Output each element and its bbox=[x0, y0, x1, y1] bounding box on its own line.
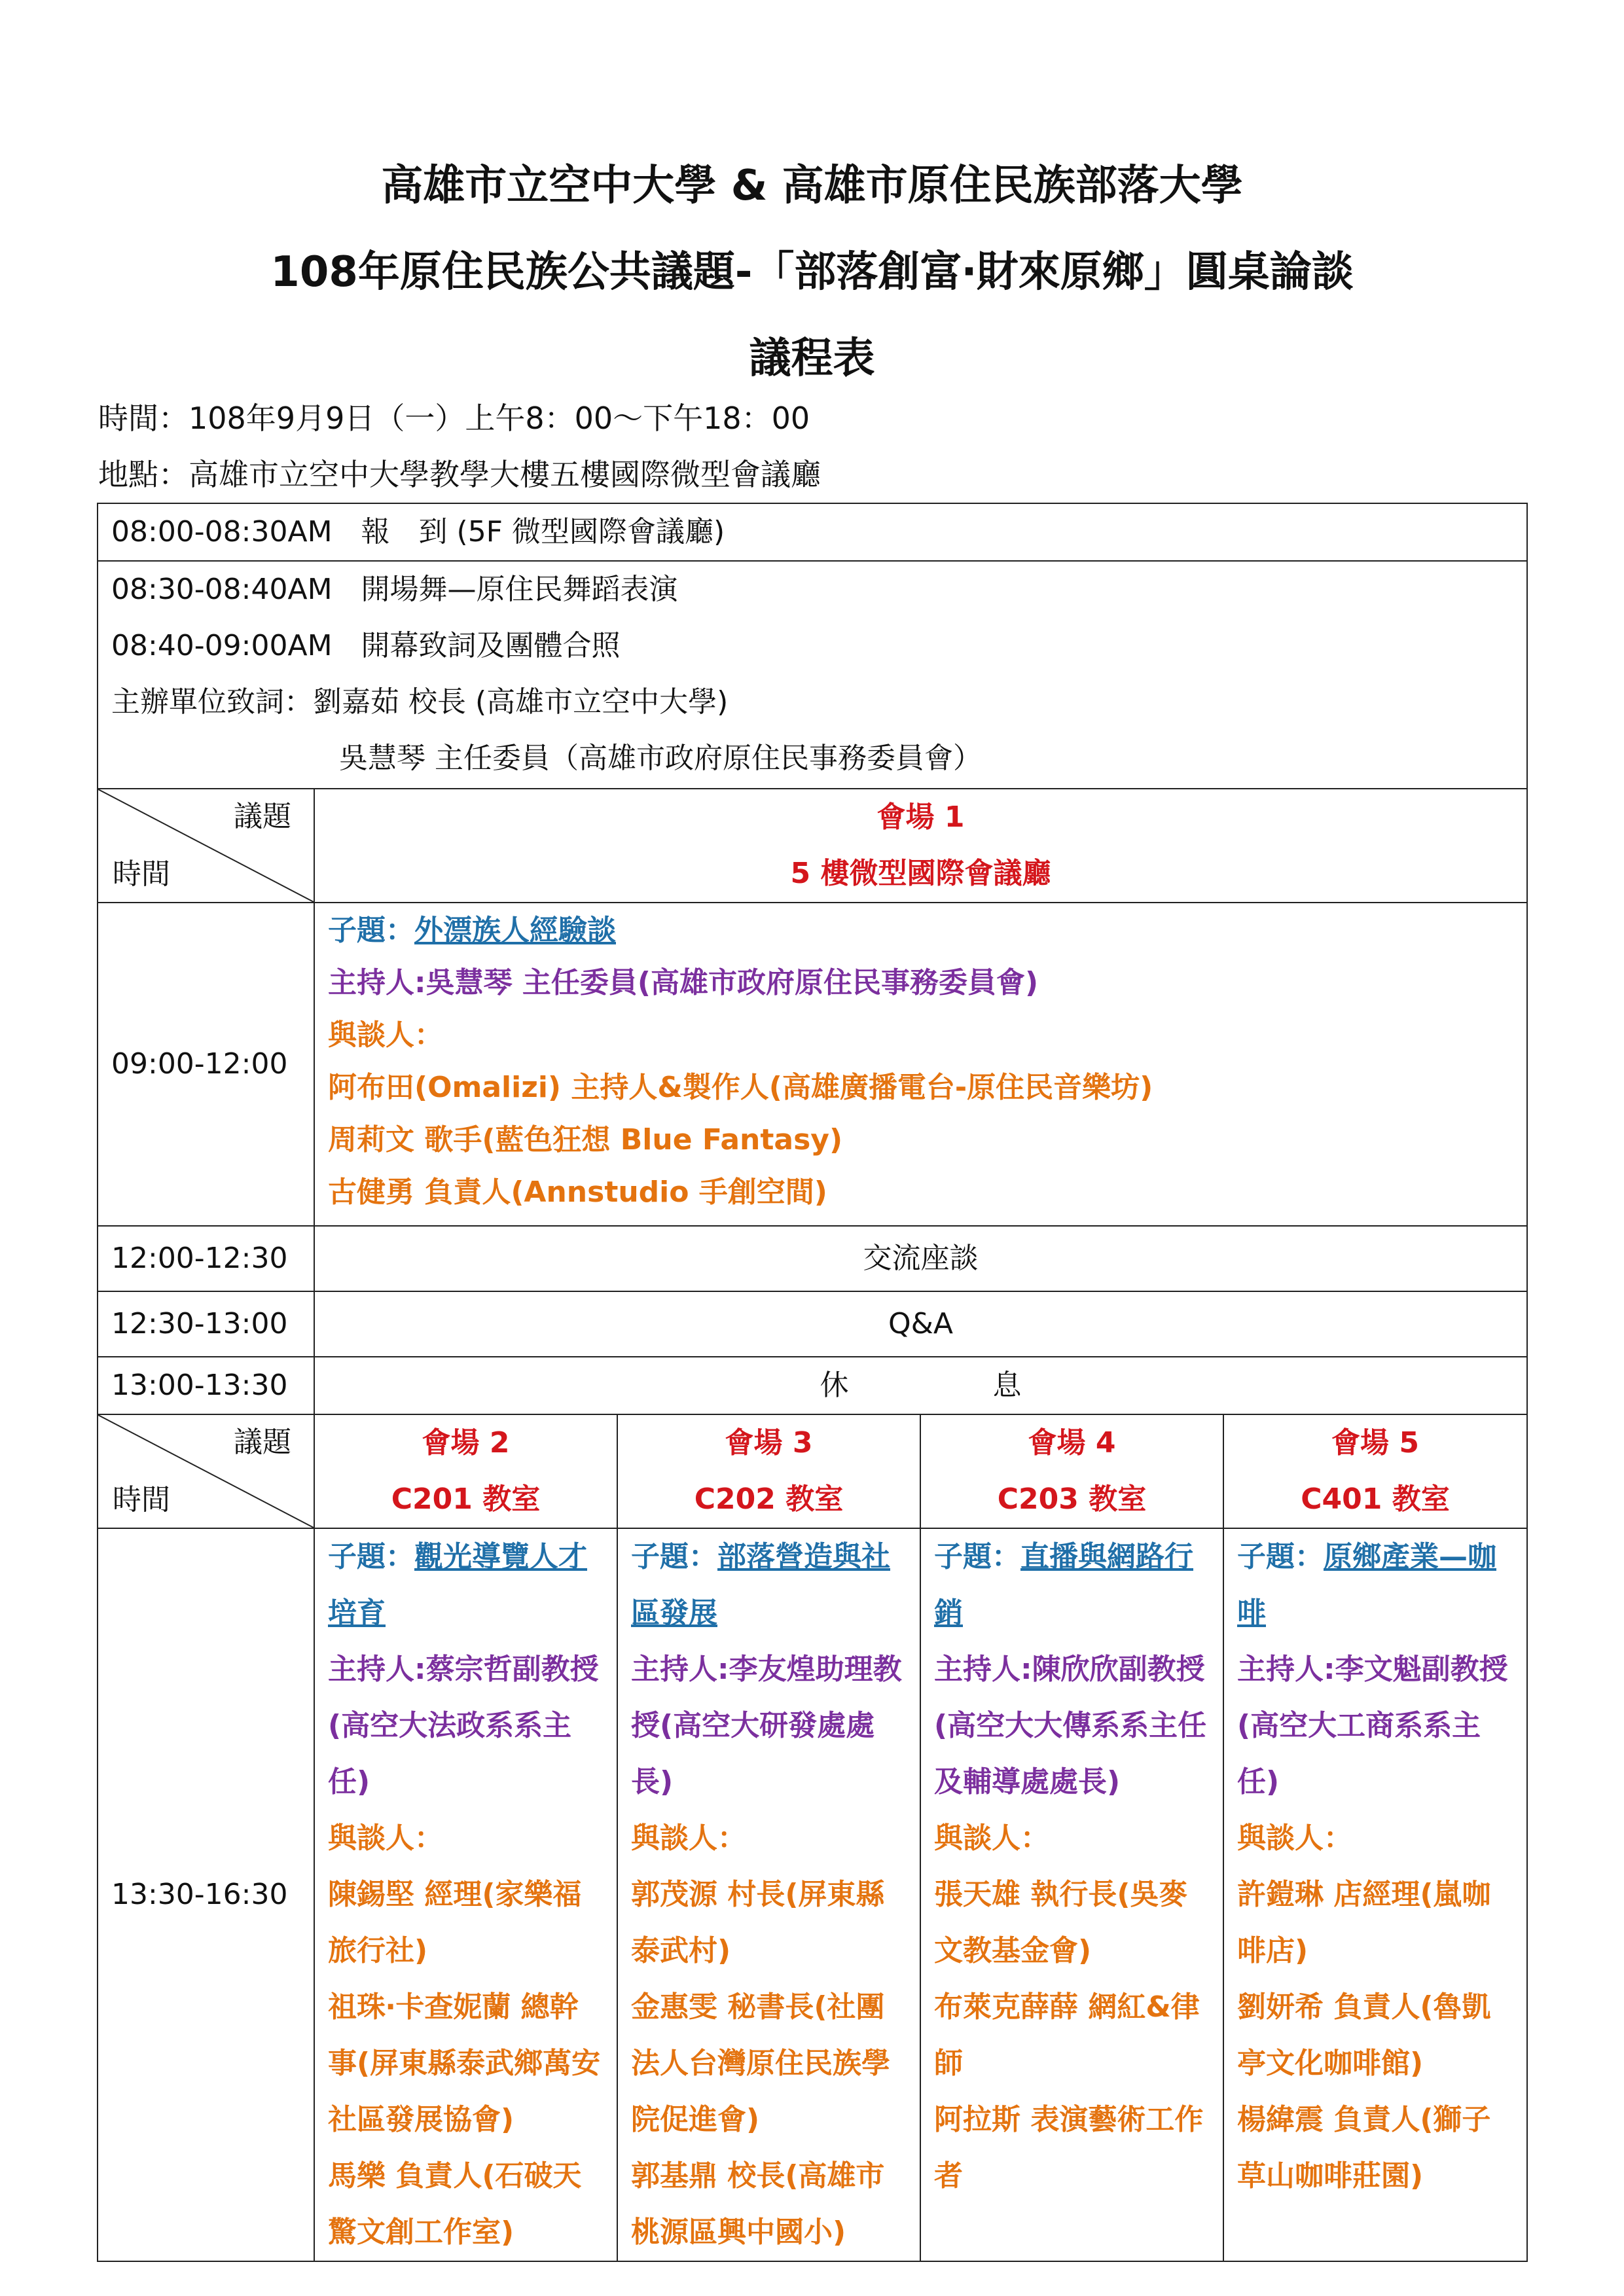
afternoon-header-row bbox=[98, 1414, 1527, 1528]
session5-topic: 原鄉產業—咖啡 bbox=[1237, 1540, 1496, 1630]
session5-host: 主持人:李文魁副教授(高空大工商系系主任) bbox=[1237, 1653, 1508, 1799]
host-speech-commissioner: 吳慧琴 主任委員（高雄市政府原住民事務委員會） bbox=[339, 742, 982, 775]
session3-topic-prefix: 子題： bbox=[631, 1540, 717, 1573]
session3-panelist-2: 金惠雯 秘書長(社團法人台灣原住民族學院促進會) bbox=[631, 1990, 890, 2136]
session3-host: 主持人:李友煌助理教授(高空大研發處處長) bbox=[631, 1653, 902, 1799]
session2-panel-label: 與談人： bbox=[328, 1821, 443, 1855]
session4-panel-label: 與談人： bbox=[934, 1821, 1049, 1855]
discussion-time: 12:00-12:30 bbox=[98, 1226, 314, 1291]
corner-header-cell bbox=[98, 789, 314, 903]
session4-panelist-3: 阿拉斯 表演藝術工作者 bbox=[934, 2103, 1204, 2193]
session4-topic: 直播與網路行銷 bbox=[934, 1540, 1193, 1630]
session5-room: C401 教室 bbox=[1301, 1482, 1450, 1516]
session2-name: 會場 2 bbox=[422, 1426, 510, 1460]
session5-detail bbox=[1223, 1528, 1527, 2261]
session3-room: C202 教室 bbox=[694, 1482, 844, 1516]
session1-topic-prefix: 子題： bbox=[328, 914, 414, 947]
session2-host: 主持人:蔡宗哲副教授(高空大法政系系主任) bbox=[328, 1653, 599, 1799]
session5-panel-label: 與談人： bbox=[1237, 1821, 1352, 1855]
page-header bbox=[0, 143, 1624, 402]
session5-topic-prefix: 子題： bbox=[1237, 1540, 1324, 1573]
session1-panelist-2: 周莉文 歌手(藍色狂想 Blue Fantasy) bbox=[328, 1123, 843, 1157]
session5-panelist-1: 許鎧琳 店經理(嵐咖啡店) bbox=[1237, 1878, 1491, 1967]
title-agenda: 議程表 bbox=[749, 334, 875, 383]
session1-room: 5 樓微型國際會議廳 bbox=[790, 857, 1051, 890]
session4-name: 會場 4 bbox=[1028, 1426, 1116, 1460]
session5-panelist-2: 劉妍希 負責人(魯凱亭文化咖啡館) bbox=[1237, 1990, 1491, 2080]
corner-topic-label: 議題 bbox=[234, 800, 291, 833]
host-speech-president: 主辦單位致詞：劉嘉茹 校長 (高雄市立空中大學) bbox=[111, 685, 729, 719]
session1-header-row bbox=[98, 789, 1527, 903]
opening-dance: 08:30-08:40AM 開場舞—原住民舞蹈表演 bbox=[111, 573, 678, 606]
break-row bbox=[98, 1357, 1527, 1414]
session1-topic: 外漂族人經驗談 bbox=[414, 914, 616, 947]
corner-time-label: 時間 bbox=[113, 857, 170, 891]
session1-panelist-1: 阿布田(Omalizi) 主持人&製作人(高雄廣播電台-原住民音樂坊) bbox=[328, 1071, 1153, 1104]
session2-room: C201 教室 bbox=[391, 1482, 541, 1516]
afternoon-row bbox=[98, 1528, 1527, 2261]
session1-panelist-3: 古健勇 負責人(Annstudio 手創空間) bbox=[328, 1175, 827, 1209]
session4-host: 主持人:陳欣欣副教授(高空大大傳系系主任及輔導處處長) bbox=[934, 1653, 1207, 1799]
session4-detail bbox=[920, 1528, 1223, 2261]
afternoon-time: 13:30-16:30 bbox=[98, 1528, 314, 2261]
session4-panelist-2: 布萊克薛薛 網紅&律師 bbox=[934, 1990, 1200, 2080]
qa-text: Q&A bbox=[314, 1291, 1527, 1357]
session1-name: 會場 1 bbox=[876, 800, 965, 834]
session4-topic-prefix: 子題： bbox=[934, 1540, 1020, 1573]
qa-time: 12:30-13:00 bbox=[98, 1291, 314, 1357]
opening-row bbox=[98, 561, 1527, 789]
title-organizers: 高雄市立空中大學 & 高雄市原住民族部落大學 bbox=[381, 162, 1243, 210]
discussion-row bbox=[98, 1226, 1527, 1291]
session2-panelist-3: 馬樂 負責人(石破天驚文創工作室) bbox=[328, 2159, 582, 2249]
session5-panelist-3: 楊緯震 負責人(獅子草山咖啡莊園) bbox=[1237, 2103, 1491, 2193]
session4-room: C203 教室 bbox=[997, 1482, 1147, 1516]
event-time: 時間：108年9月9日（一）上午8：00～下午18：00 bbox=[98, 401, 810, 436]
session3-panelist-3: 郭基鼎 校長(高雄市桃源區興中國小) bbox=[631, 2159, 885, 2249]
agenda-table bbox=[97, 503, 1528, 2262]
session3-detail bbox=[617, 1528, 920, 2261]
session1-panel-label: 與談人： bbox=[328, 1018, 443, 1052]
registration-text: 08:00-08:30AM 報 到 (5F 微型國際會議廳) bbox=[98, 503, 1527, 561]
session2-panelist-1: 陳錫堅 經理(家樂福旅行社) bbox=[328, 1878, 582, 1967]
session1-time: 09:00-12:00 bbox=[98, 903, 314, 1226]
session3-name: 會場 3 bbox=[725, 1426, 813, 1460]
session2-detail bbox=[314, 1528, 617, 2261]
event-place: 地點：高雄市立空中大學教學大樓五樓國際微型會議廳 bbox=[98, 457, 821, 492]
corner-topic-label: 議題 bbox=[234, 1426, 291, 1459]
session5-name: 會場 5 bbox=[1331, 1426, 1419, 1460]
title-event: 108年原住民族公共議題-「部落創富‧財來原鄉」圓桌論談 bbox=[270, 248, 1354, 296]
session2-topic: 觀光導覽人才培育 bbox=[328, 1540, 587, 1630]
session2-panelist-2: 祖珠‧卡查妮蘭 總幹事(屏東縣泰武鄉萬安社區發展協會) bbox=[328, 1990, 601, 2136]
qa-row bbox=[98, 1291, 1527, 1357]
session3-panelist-1: 郭茂源 村長(屏東縣泰武村) bbox=[631, 1878, 885, 1967]
break-text: 休 息 bbox=[314, 1357, 1527, 1414]
session1-row bbox=[98, 903, 1527, 1226]
discussion-text: 交流座談 bbox=[314, 1226, 1527, 1291]
session3-topic: 部落營造與社區發展 bbox=[631, 1540, 890, 1630]
corner-time-label: 時間 bbox=[113, 1483, 170, 1516]
opening-speech: 08:40-09:00AM 開幕致詞及團體合照 bbox=[111, 629, 621, 662]
session3-panel-label: 與談人： bbox=[631, 1821, 746, 1855]
registration-row bbox=[98, 503, 1527, 561]
session2-topic-prefix: 子題： bbox=[328, 1540, 414, 1573]
session1-host: 主持人:吳慧琴 主任委員(高雄市政府原住民事務委員會) bbox=[328, 966, 1039, 999]
break-time: 13:00-13:30 bbox=[98, 1357, 314, 1414]
corner-header-cell-2 bbox=[98, 1414, 314, 1528]
session4-panelist-1: 張天雄 執行長(吳麥文教基金會) bbox=[934, 1878, 1188, 1967]
